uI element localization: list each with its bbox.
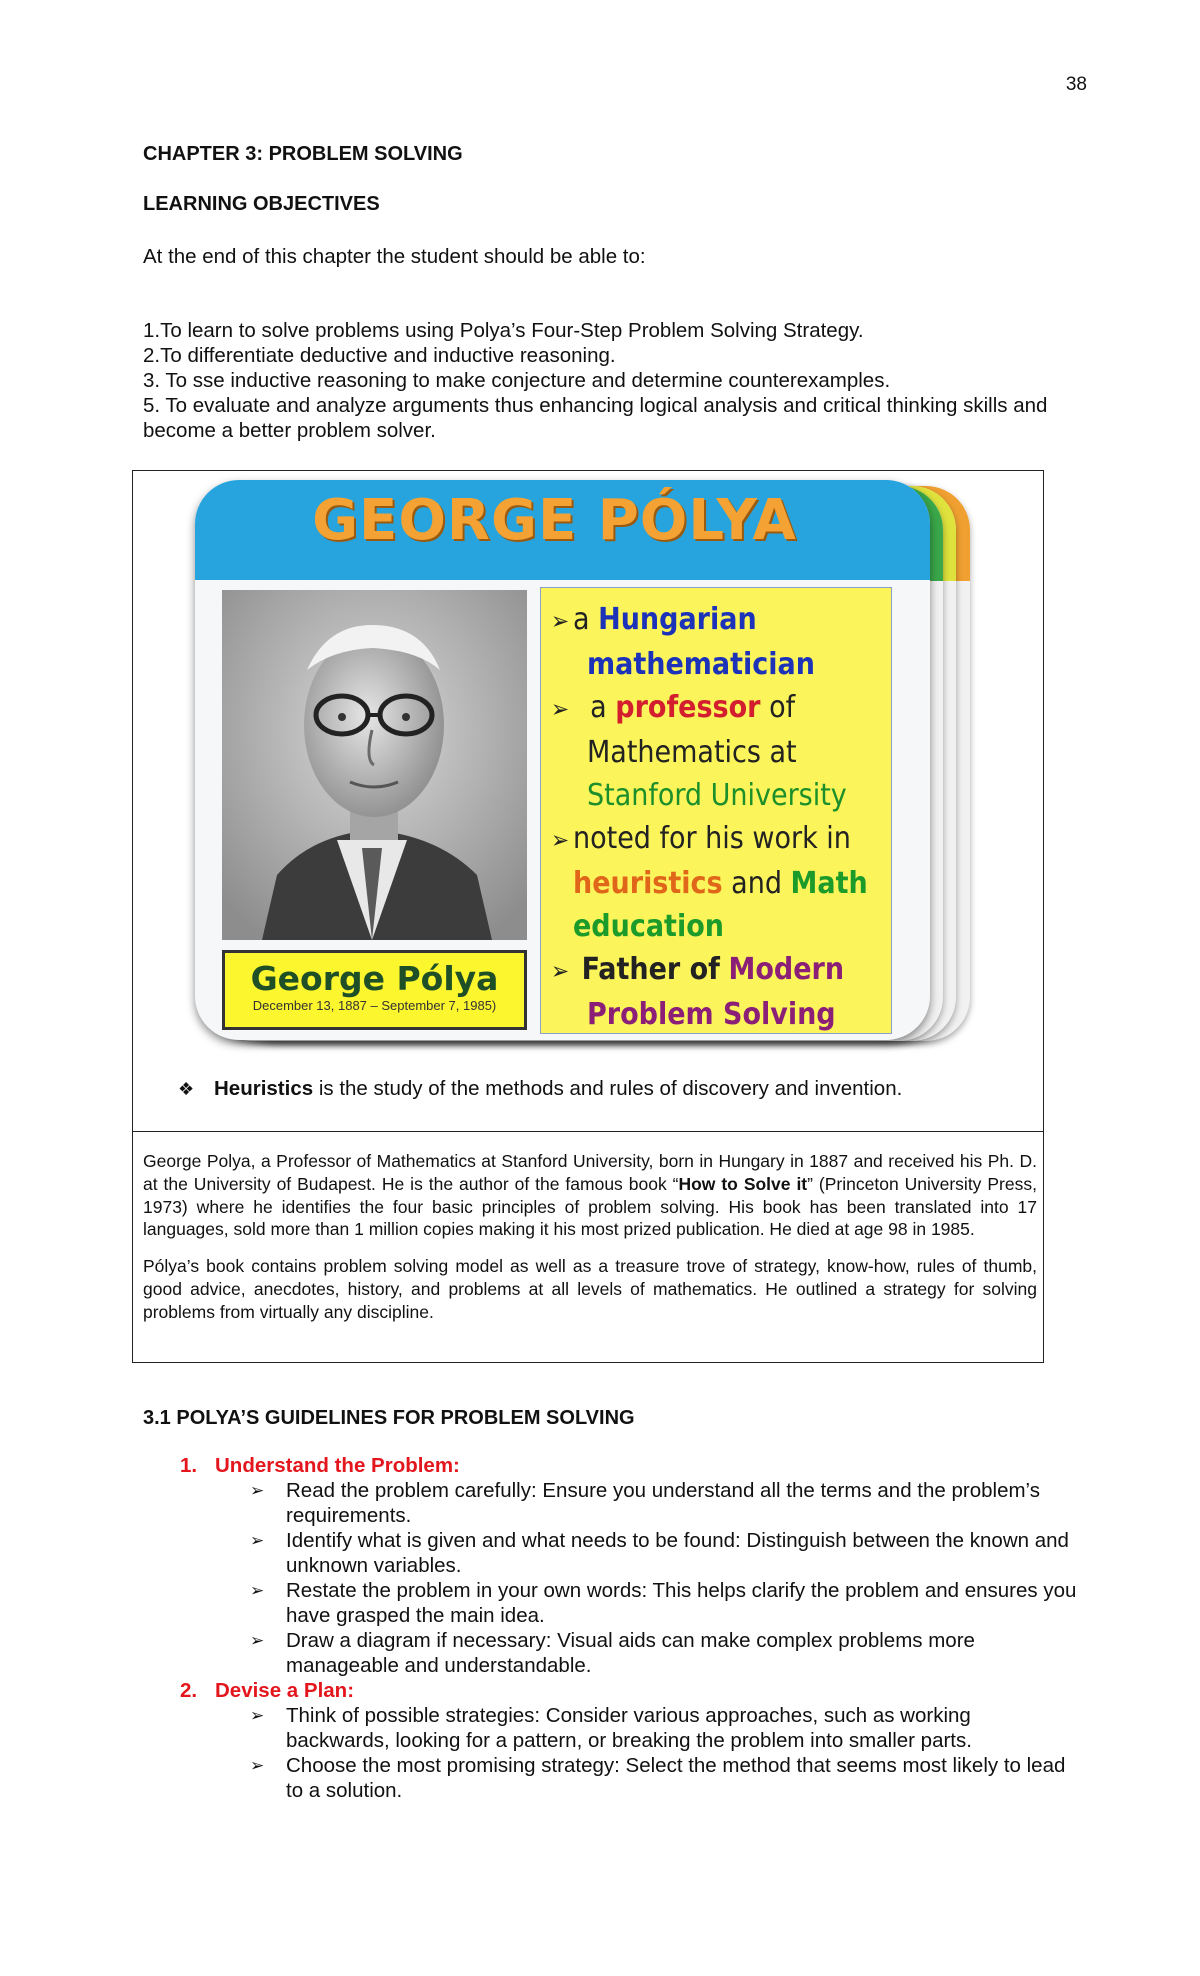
step-heading: 2. Devise a Plan: [180,1679,355,1702]
objective-item: 5. To evaluate and analyze arguments thus enhancing logical analysis and critical thinking skills and become a better problem solver. [143,394,1048,442]
polya-portrait-image [222,590,527,940]
arrow-bullet-icon: ➢ [551,957,570,985]
chapter-title: CHAPTER 3: PROBLEM SOLVING [143,143,463,165]
polya-guidelines-list [180,1453,1080,1803]
list-item: ➢ Think of possible strategies: Consider various approaches, such as working backwards, looking for a pattern, or breaking the problem into smaller parts. [250,1704,972,1752]
polya-biography [143,1150,1037,1338]
list-item: ➢ Identify what is given and what needs to be found: Distinguish between the known and unknown variables. [250,1529,1069,1577]
list-item: ➢ Read the problem carefully: Ensure you understand all the terms and the problem’s requirements. [250,1479,1040,1527]
diamond-bullet-icon: ❖ [178,1079,195,1099]
objectives-intro: At the end of this chapter the student should be able to: [143,245,646,268]
objective-item: 3. To sse inductive reasoning to make conjecture and determine counterexamples. [143,369,891,392]
objective-item: 2.To differentiate deductive and inductive reasoning. [143,344,616,367]
objective-item: 1.To learn to solve problems using Polya’s Four-Step Problem Solving Strategy. [143,319,864,342]
arrow-bullet-icon: ➢ [250,1581,265,1600]
poster-facts-panel: ➢ a Hungarian mathematician ➢ a professor of Mathematics at Stanford University ➢ noted for his work in heuristics and Math education ➢ Father of Modern Problem Solving [540,587,892,1034]
arrow-bullet-icon: ➢ [250,1481,265,1500]
objectives-title: LEARNING OBJECTIVES [143,193,380,215]
arrow-bullet-icon: ➢ [250,1706,265,1725]
poster-title: GEORGE PÓLYA [312,488,797,553]
arrow-bullet-icon: ➢ [250,1531,265,1550]
poster-card [195,480,930,1040]
list-item: ➢ Draw a diagram if necessary: Visual aids can make complex problems more manageable and understandable. [250,1629,975,1677]
page-number: 38 [1065,74,1087,95]
arrow-bullet-icon: ➢ [250,1756,265,1775]
portrait-dates: December 13, 1887 – September 7, 1985) [252,998,497,1013]
arrow-bullet-icon: ➢ [551,826,570,854]
heuristics-text: is the study of the methods and rules of discovery and invention. [313,1077,903,1100]
portrait-caption [222,950,527,1030]
bio-paragraph: Pólya’s book contains problem solving model as well as a treasure trove of strategy, know-how, rules of thumb, good advice, anecdotes, history, and problems at all levels of mathematics. He outlined a strategy for solving problems from virtually any discipline. [143,1256,1037,1322]
heuristics-term: Heuristics [214,1077,314,1100]
bio-paragraph: George Polya, a Professor of Mathematics at Stanford University, born in Hungary in 1887 and received his Ph. D. at the University of Budapest. He is the author of the famous book “How to Solve it” (Princeton University Press, 1973) where he identifies the four basic principles of problem solving. His book has been translated into 17 languages, sold more than 1 million copies making it his most prized publication. He died at age 98 in 1985. [143,1151,1037,1240]
section-title: 3.1 POLYA’S GUIDELINES FOR PROBLEM SOLVING [143,1407,635,1429]
portrait-name: George Pólya [250,959,499,998]
objectives-list [143,318,1083,443]
arrow-bullet-icon: ➢ [250,1631,265,1650]
list-item: ➢ Choose the most promising strategy: Select the method that seems most likely to lead to a solution. [250,1754,1066,1802]
step-heading: 1. Understand the Problem: [180,1454,460,1477]
arrow-bullet-icon: ➢ [551,607,570,635]
heuristics-definition [178,1077,902,1101]
polya-poster [195,480,975,1060]
arrow-bullet-icon: ➢ [551,695,570,723]
box-divider [133,1131,1043,1132]
list-item: ➢ Restate the problem in your own words: This helps clarify the problem and ensures you have grasped the main idea. [250,1579,1077,1627]
